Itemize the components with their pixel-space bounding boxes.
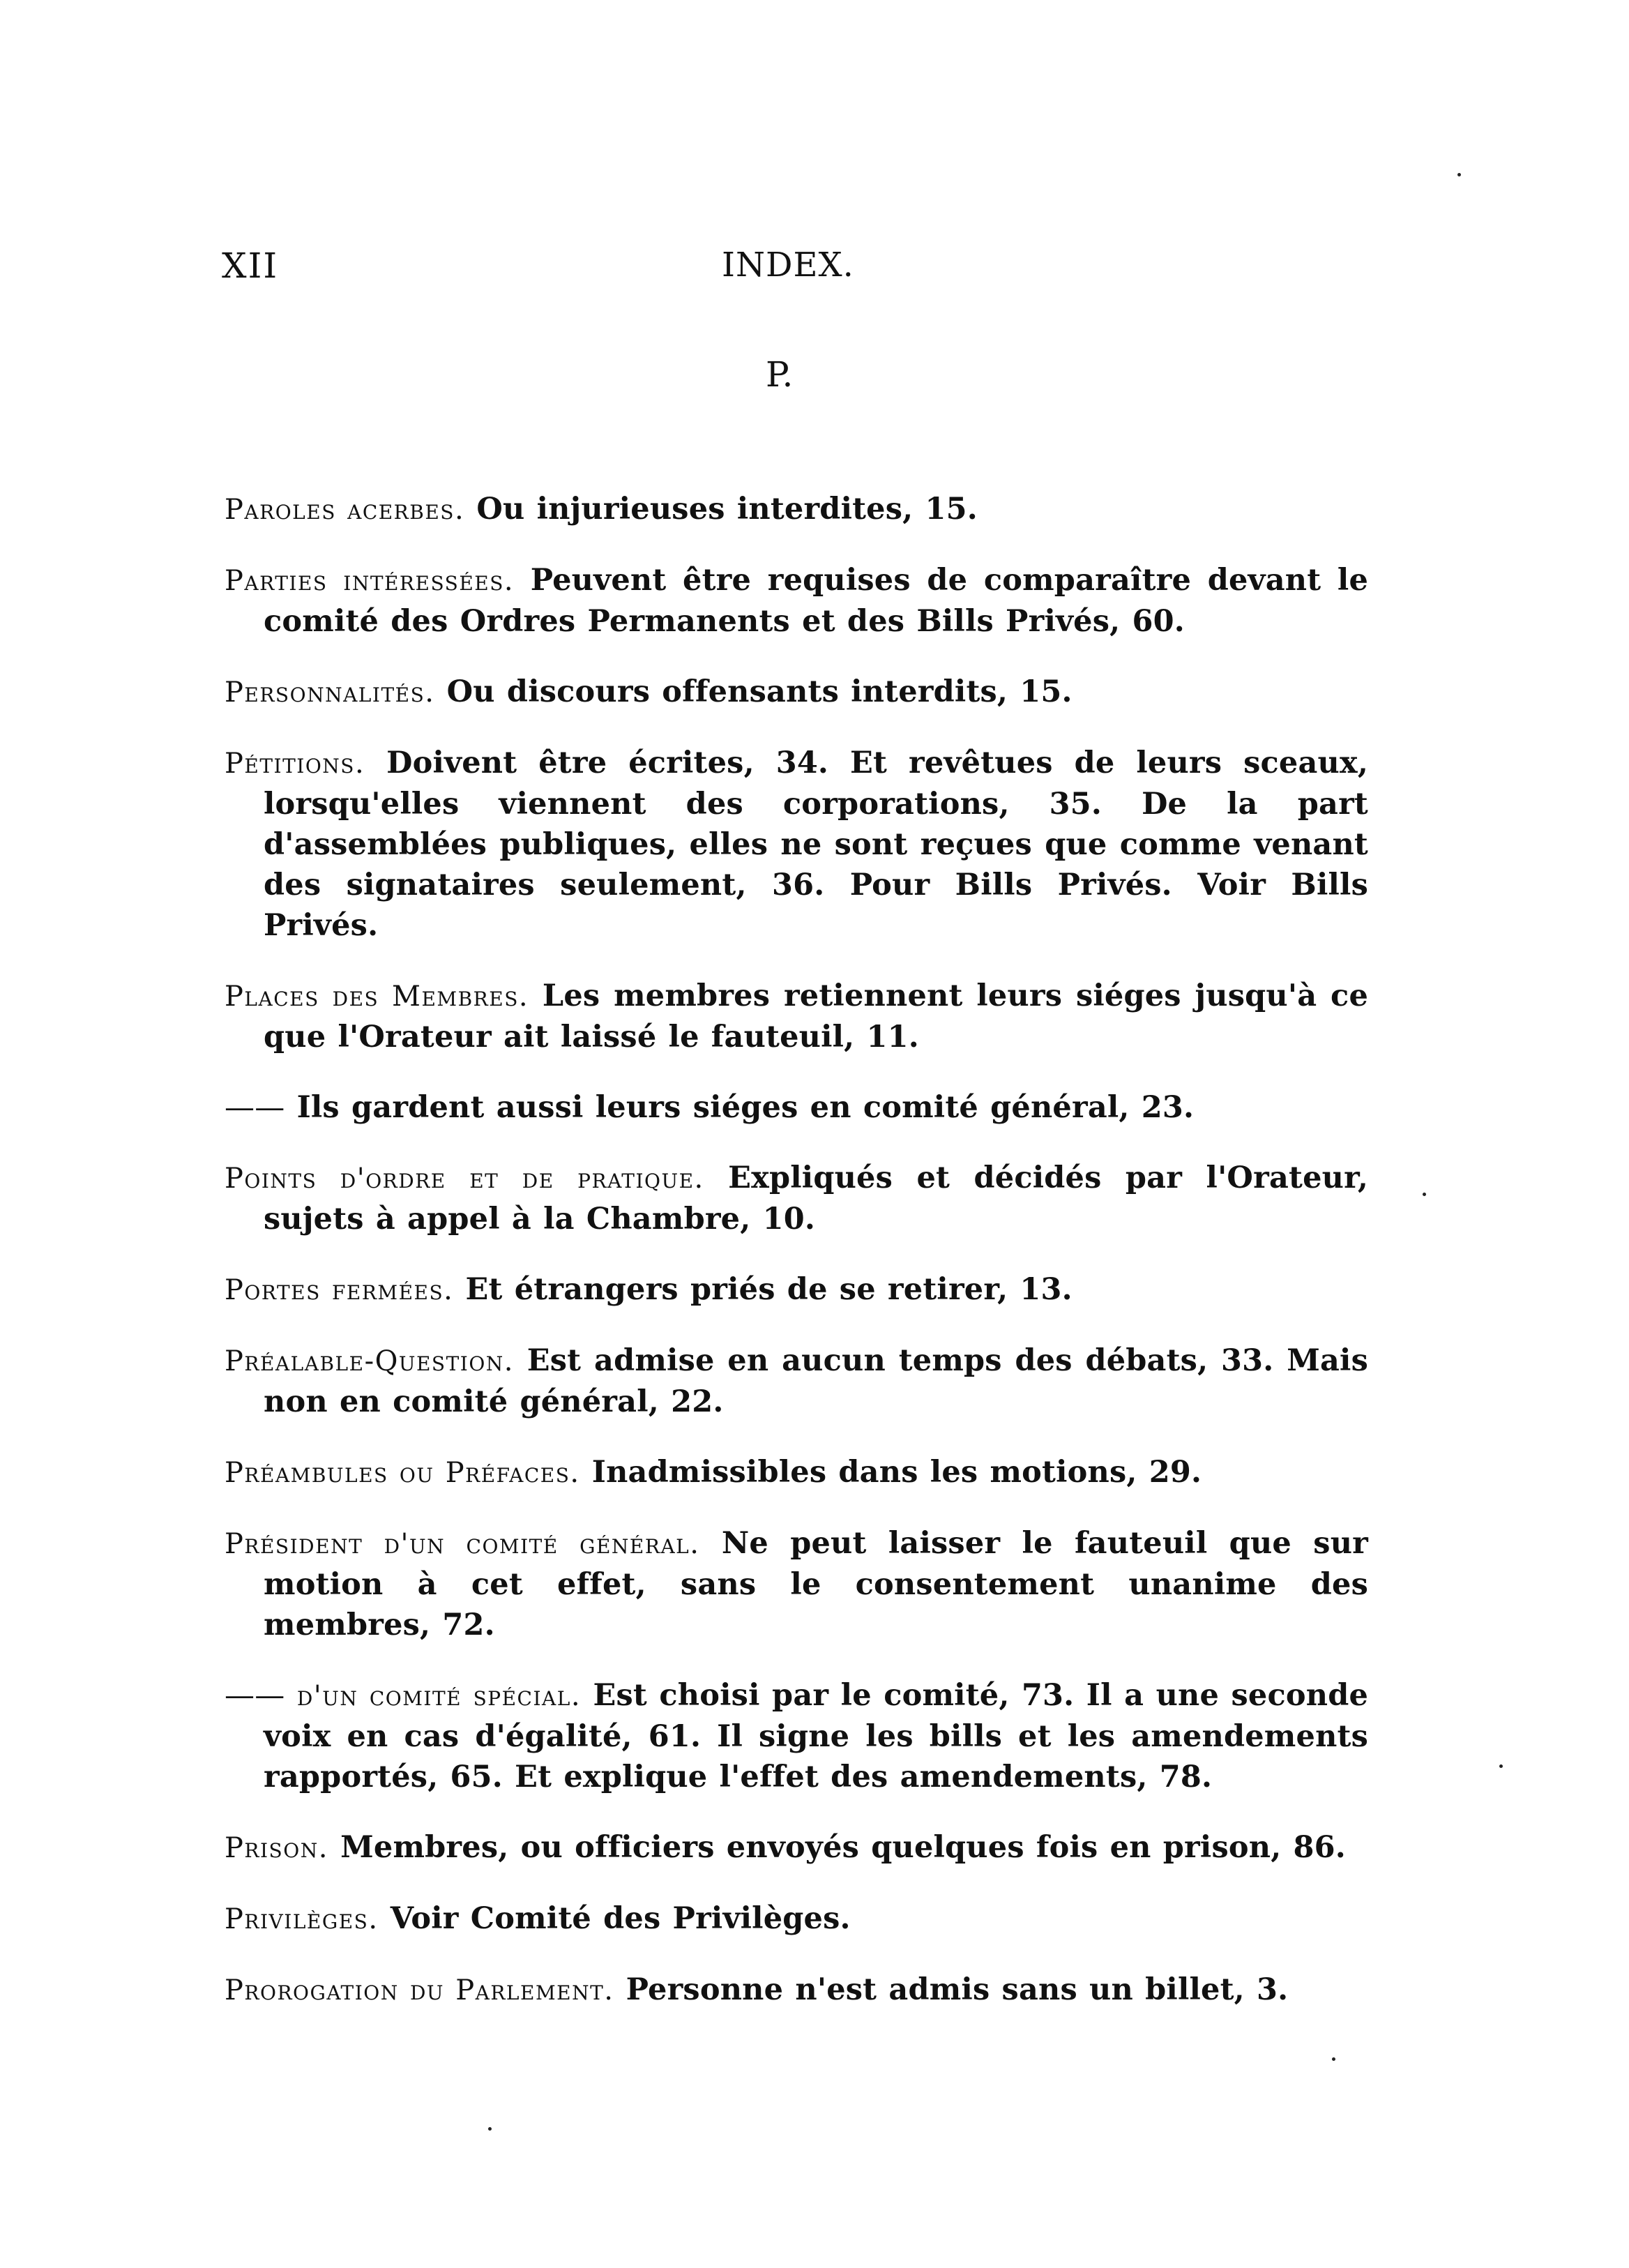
index-entry xyxy=(225,1452,1368,1493)
entry-text: Voir Comité des Privilèges. xyxy=(390,1901,851,1936)
entry-headword: Préalable-Question. xyxy=(225,1345,515,1377)
index-subentry xyxy=(225,1675,1368,1797)
entry-text: Et étrangers priés de se retirer, 13. xyxy=(465,1272,1073,1307)
scan-speck xyxy=(1423,1193,1426,1196)
entry-text: Membres, ou officiers envoyés quelques fois en prison, 86. xyxy=(340,1830,1346,1865)
entry-headword: Parties intéressées. xyxy=(225,565,515,597)
page-number: XII xyxy=(222,245,279,286)
entry-headword: Paroles acerbes. xyxy=(225,494,465,526)
entry-headword: Pétitions. xyxy=(225,748,365,780)
subentry-dash: —— xyxy=(225,1678,285,1713)
index-entry xyxy=(225,1898,1368,1940)
entry-text: Est admise en aucun temps des débats, 33. Mais non en comité général, 22. xyxy=(264,1343,1368,1419)
index-entries xyxy=(225,459,1368,2033)
index-entry xyxy=(225,1970,1368,2011)
entry-headword: Préambules ou Préfaces. xyxy=(225,1457,580,1489)
index-entry xyxy=(225,560,1368,642)
index-entry xyxy=(225,1158,1368,1239)
entry-text: Inadmissibles dans les motions, 29. xyxy=(591,1455,1202,1490)
entry-text: Personne n'est admis sans un billet, 3. xyxy=(626,1972,1289,2007)
entry-headword: Places des Membres. xyxy=(225,981,529,1013)
entry-headword: d'un comité spécial. xyxy=(296,1680,582,1712)
entry-text: Les membres retiennent leurs siéges jusqu'à ce que l'Orateur ait laissé le fauteuil, 11. xyxy=(264,978,1368,1054)
section-letter: P. xyxy=(766,354,794,395)
scan-speck xyxy=(1457,173,1461,176)
subentry-dash: —— xyxy=(225,1090,285,1125)
entry-text: Doivent être écrites, 34. Et revêtues de leurs sceaux, lorsqu'elles viennent des corporations, 35. De la part d'assemblées publiques, elles ne sont reçues que comme venant des signataires seulement, 36. Pour Bills Privés. Voir Bills Privés. xyxy=(264,746,1369,943)
index-entry xyxy=(225,976,1368,1057)
entry-headword: Personnalités. xyxy=(225,676,435,709)
entry-text: Ne peut laisser le fauteuil que sur motion à cet effet, sans le consentement unanime des membres, 72. xyxy=(264,1526,1369,1642)
scan-speck xyxy=(488,2127,492,2131)
index-entry xyxy=(225,1523,1368,1645)
index-entry xyxy=(225,1340,1368,1422)
entry-headword: Points d'ordre et de pratique. xyxy=(225,1163,704,1195)
entry-text: Est choisi par le comité, 73. Il a une seconde voix en cas d'égalité, 61. Il signe les bills et les amendements rapportés, 65. Et explique l'effet des amendements, 78. xyxy=(264,1678,1369,1794)
index-entry xyxy=(225,672,1368,713)
entry-headword: Privilèges. xyxy=(225,1903,379,1935)
index-entry xyxy=(225,1827,1368,1868)
index-subentry xyxy=(225,1087,1368,1128)
entry-headword: Portes fermées. xyxy=(225,1274,454,1306)
entry-headword: Prorogation du Parlement. xyxy=(225,1974,614,2006)
entry-text: Ou injurieuses interdites, 15. xyxy=(476,492,978,527)
running-head: INDEX. xyxy=(722,245,854,285)
entry-text: Peuvent être requises de comparaître devant le comité des Ordres Permanents et des Bills Privés, 60. xyxy=(264,563,1369,639)
entry-text: Ou discours offensants interdits, 15. xyxy=(446,674,1073,709)
index-entry xyxy=(225,1269,1368,1310)
index-entry xyxy=(225,743,1368,946)
scan-speck xyxy=(1499,1764,1503,1768)
index-entry xyxy=(225,489,1368,530)
scan-speck xyxy=(1332,2057,1335,2061)
entry-headword: Prison. xyxy=(225,1832,328,1864)
entry-text: Expliqués et décidés par l'Orateur, sujets à appel à la Chambre, 10. xyxy=(264,1161,1368,1237)
entry-headword: Président d'un comité général. xyxy=(225,1528,700,1560)
entry-text: Ils gardent aussi leurs siéges en comité général, 23. xyxy=(296,1090,1195,1125)
